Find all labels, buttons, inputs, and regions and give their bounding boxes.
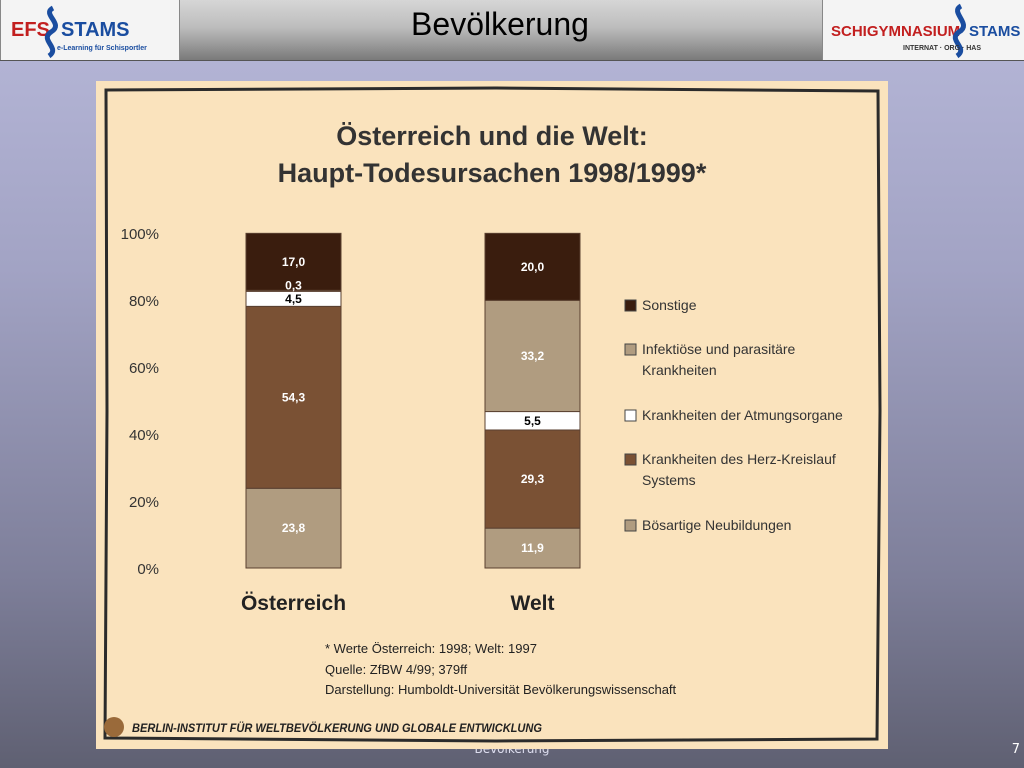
stacked-bar-chart — [96, 81, 888, 749]
slide-header — [0, 0, 1024, 61]
schigymnasium-stams-logo — [822, 0, 1024, 60]
data-label: 23,8 — [281, 521, 306, 536]
legend-label: Krankheiten der Atmungsorgane — [642, 407, 843, 423]
logo-right-tagline: INTERNAT · ORG · HAS — [903, 45, 982, 52]
data-label: 0,3 — [285, 278, 302, 293]
chart-title-line-2: Haupt-Todesursachen 1998/1999* — [277, 158, 707, 188]
data-label: 54,3 — [281, 390, 306, 405]
legend-label: Infektiöse und parasitäre — [642, 341, 796, 357]
legend-label: Systems — [642, 472, 696, 488]
y-tick-label: 20% — [128, 494, 159, 511]
chart-title-line-1: Österreich und die Welt: — [336, 121, 648, 151]
x-axis — [241, 592, 555, 615]
note-3: Darstellung: Humboldt-Universität Bevölkerungswissenschaft — [325, 682, 677, 697]
logo-right-brand-2: STAMS — [969, 23, 1021, 40]
logo-left-tagline: e-Learning für Schisportler — [57, 45, 147, 52]
globe-icon — [104, 717, 124, 737]
logo-left-brand-1: EFS — [11, 19, 50, 41]
y-axis — [121, 226, 159, 578]
source-banner: BERLIN-INSTITUT FÜR WELTBEVÖLKERUNG UND GLOBALE ENTWICKLUNG — [132, 721, 578, 735]
y-tick-label: 60% — [128, 360, 159, 377]
note-1: * Werte Österreich: 1998; Welt: 1997 — [325, 641, 537, 656]
legend-swatch — [625, 454, 636, 465]
y-tick-label: 40% — [128, 427, 159, 444]
data-label: 20,0 — [520, 259, 545, 274]
logo-right-brand-1: SCHIGYMNASIUM — [831, 23, 961, 40]
y-tick-label: 100% — [120, 226, 159, 243]
legend — [625, 297, 843, 533]
legend-label: Sonstige — [642, 297, 697, 313]
x-category-label: Österreich — [240, 592, 347, 615]
legend-swatch — [625, 520, 636, 531]
logo-left-brand-2: STAMS — [61, 19, 130, 41]
legend-label: Bösartige Neubildungen — [642, 517, 792, 533]
data-label: 33,2 — [520, 348, 545, 363]
s-swoosh-icon — [47, 8, 55, 56]
data-label: 17,0 — [281, 254, 306, 269]
legend-label: Krankheiten — [642, 362, 717, 378]
data-label: 5,5 — [524, 413, 541, 428]
page-title: Bevölkerung — [411, 6, 589, 42]
bars — [246, 233, 580, 568]
efs-stams-logo — [0, 0, 180, 60]
page-number: 7 — [1011, 742, 1020, 757]
legend-swatch — [625, 300, 636, 311]
data-label: 4,5 — [285, 291, 302, 306]
y-tick-label: 0% — [137, 561, 159, 578]
legend-label: Krankheiten des Herz-Kreislauf — [642, 451, 836, 467]
legend-swatch — [625, 410, 636, 421]
x-category-label: Welt — [510, 592, 555, 615]
legend-swatch — [625, 344, 636, 355]
note-2: Quelle: ZfBW 4/99; 379ff — [325, 662, 468, 677]
chart-panel — [96, 81, 888, 749]
data-label: 11,9 — [521, 541, 544, 556]
y-tick-label: 80% — [128, 293, 159, 310]
data-label: 29,3 — [520, 472, 545, 487]
